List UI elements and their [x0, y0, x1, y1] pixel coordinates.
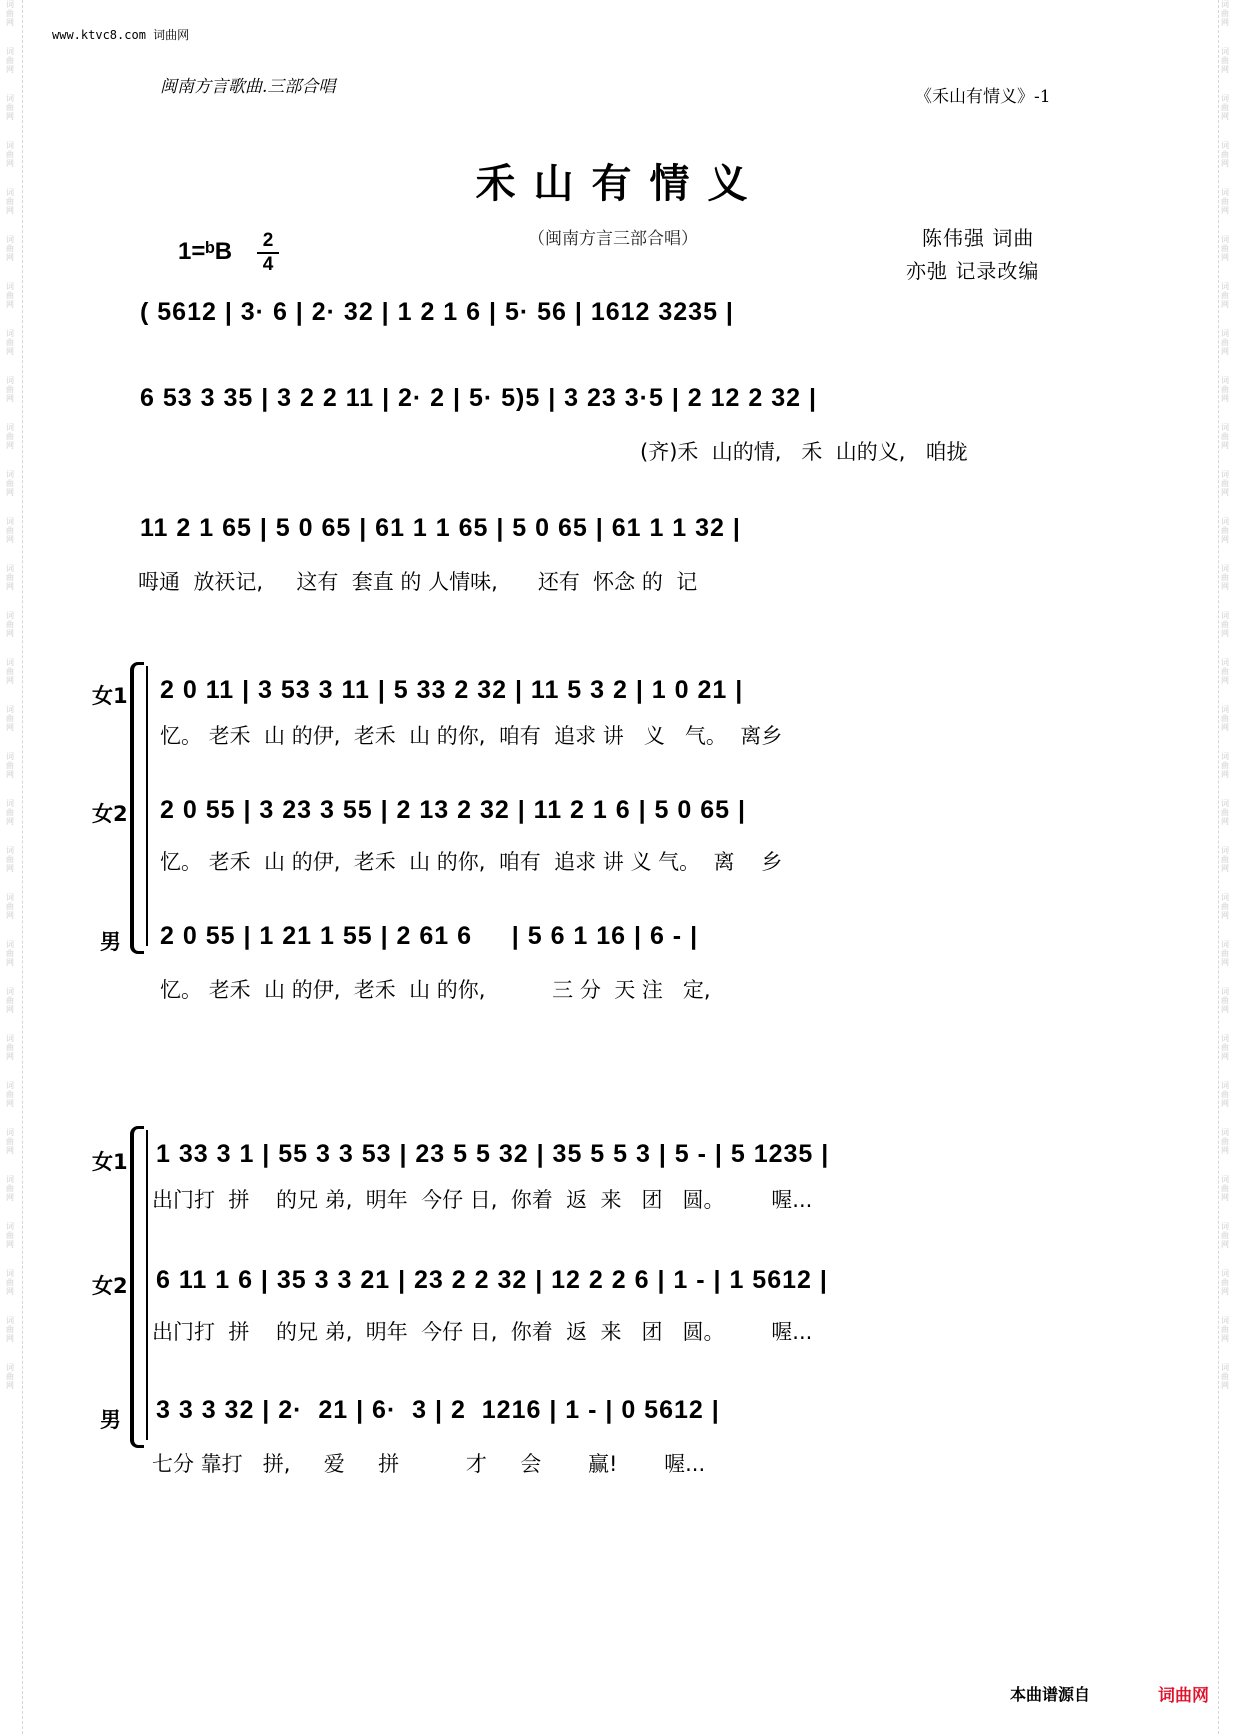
time-signature-denominator: 4: [262, 254, 274, 275]
male-lyrics: 七分 靠打 拼, 爱 拼 才 会 赢! 喔...: [152, 1452, 706, 1476]
side-watermark: 词曲网: [6, 470, 14, 497]
side-watermark: 词曲网: [1221, 329, 1229, 356]
side-watermark: 词曲网: [6, 1034, 14, 1061]
side-watermark: 词曲网: [6, 799, 14, 826]
key-signature: 1=ᵇB: [178, 238, 233, 265]
part-label-female1: 女1: [92, 1150, 128, 1174]
side-watermark: 词曲网: [6, 705, 14, 732]
side-watermark: 词曲网: [1221, 1222, 1229, 1249]
female2-lyrics: 出门打 拼 的兄 弟, 明年 今仔 日, 你着 返 来 团 圆。 喔...: [152, 1320, 813, 1344]
side-watermark: 词曲网: [1221, 1363, 1229, 1390]
side-watermark: 词曲网: [1221, 47, 1229, 74]
side-watermark: 词曲网: [1221, 1269, 1229, 1296]
side-watermark: 词曲网: [1221, 987, 1229, 1014]
side-watermark: 词曲网: [6, 564, 14, 591]
male-lyrics: 忆。 老禾 山 的伊, 老禾 山 的你, 三 分 天 注 定,: [160, 978, 711, 1002]
side-watermark: 词曲网: [1221, 1175, 1229, 1202]
dialect-note: （闽南方言三部合唱）: [528, 229, 698, 249]
side-watermark: 词曲网: [1221, 1128, 1229, 1155]
side-watermark: 词曲网: [1221, 940, 1229, 967]
arranger-credit: 亦弛 记录改编: [906, 259, 1040, 283]
side-watermark: 词曲网: [6, 517, 14, 544]
side-watermark: 词曲网: [1221, 658, 1229, 685]
side-watermark: 词曲网: [6, 1316, 14, 1343]
right-watermark-column: [1215, 0, 1235, 1734]
site-url[interactable]: www.ktvc8.com 词曲网: [52, 28, 190, 42]
side-watermark: 词曲网: [6, 1081, 14, 1108]
side-watermark: 词曲网: [1221, 470, 1229, 497]
female1-lyrics: 出门打 拼 的兄 弟, 明年 今仔 日, 你着 返 来 团 圆。 喔...: [152, 1188, 813, 1212]
time-signature-numerator: 2: [262, 230, 274, 251]
genre-subtitle: 闽南方言歌曲.三部合唱: [160, 77, 336, 97]
side-watermark: 词曲网: [6, 658, 14, 685]
female1-notes: 2 0 11 | 3 53 3 11 | 5 33 2 32 | 11 5 3 2 | 1 0 21 |: [160, 676, 744, 704]
system1-brace: [130, 662, 144, 954]
song-title: 禾山有情义: [475, 160, 766, 207]
side-watermark: 词曲网: [6, 47, 14, 74]
intro-row1-notes: ( 5612 | 3· 6 | 2· 32 | 1 2 1 6 | 5· 56 | 1612 3235 |: [140, 298, 734, 326]
female1-notes: 1 33 3 1 | 55 3 3 53 | 23 5 5 32 | 35 5 5 3 | 5 - | 5 1235 |: [156, 1140, 830, 1168]
side-watermark: 词曲网: [1221, 423, 1229, 450]
side-watermark: 词曲网: [1221, 846, 1229, 873]
female1-lyrics: 忆。 老禾 山 的伊, 老禾 山 的你, 咱有 追求 讲 义 气。 离乡: [160, 724, 783, 748]
intro-row3-notes: 11 2 1 65 | 5 0 65 | 61 1 1 65 | 5 0 65 | 61 1 1 32 |: [140, 514, 741, 542]
side-watermark: 词曲网: [1221, 1316, 1229, 1343]
left-border-line: [22, 0, 23, 1734]
side-watermark: 词曲网: [6, 1363, 14, 1390]
male-notes: 2 0 55 | 1 21 1 55 | 2 61 6 | 5 6 1 16 | 6 - |: [160, 922, 699, 950]
part-label-female2: 女2: [92, 802, 128, 826]
side-watermark: 词曲网: [1221, 893, 1229, 920]
side-watermark: 词曲网: [1221, 517, 1229, 544]
left-watermark-column: [0, 0, 20, 1734]
part-label-female2: 女2: [92, 1274, 128, 1298]
side-watermark: 词曲网: [6, 1222, 14, 1249]
side-watermark: 词曲网: [6, 611, 14, 638]
side-watermark: 词曲网: [6, 188, 14, 215]
system2-bracket: [146, 1130, 148, 1440]
side-watermark: 词曲网: [1221, 611, 1229, 638]
side-watermark: 词曲网: [1221, 0, 1229, 27]
source-label: 本曲谱源自: [1010, 1685, 1091, 1704]
side-watermark: 词曲网: [1221, 188, 1229, 215]
side-watermark: 词曲网: [6, 235, 14, 262]
side-watermark: 词曲网: [1221, 799, 1229, 826]
side-watermark: 词曲网: [1221, 1034, 1229, 1061]
time-signature: [257, 230, 279, 276]
intro-row2-notes: 6 53 3 35 | 3 2 2 11 | 2· 2 | 5· 5)5 | 3 23 3·5 | 2 12 2 32 |: [140, 384, 817, 412]
source-site-link[interactable]: 词曲网: [1158, 1686, 1209, 1706]
side-watermark: 词曲网: [6, 141, 14, 168]
side-watermark: 词曲网: [6, 846, 14, 873]
part-label-female1: 女1: [92, 684, 128, 708]
system1-bracket: [146, 666, 148, 946]
female2-notes: 6 11 1 6 | 35 3 3 21 | 23 2 2 32 | 12 2 2 6 | 1 - | 1 5612 |: [156, 1266, 828, 1294]
side-watermark: 词曲网: [6, 423, 14, 450]
side-watermark: 词曲网: [1221, 705, 1229, 732]
side-watermark: 词曲网: [6, 1269, 14, 1296]
side-watermark: 词曲网: [6, 1175, 14, 1202]
intro-row3-lyrics: 呣通 放祆记, 这有 套直 的 人情味, 还有 怀念 的 记: [138, 570, 698, 594]
side-watermark: 词曲网: [1221, 564, 1229, 591]
side-watermark: 词曲网: [1221, 376, 1229, 403]
side-watermark: 词曲网: [1221, 282, 1229, 309]
intro-row2-lyrics: (齐)禾 山的情, 禾 山的义, 咱拢: [640, 440, 968, 464]
side-watermark: 词曲网: [1221, 235, 1229, 262]
side-watermark: 词曲网: [6, 376, 14, 403]
side-watermark: 词曲网: [6, 893, 14, 920]
side-watermark: 词曲网: [1221, 752, 1229, 779]
side-watermark: 词曲网: [6, 940, 14, 967]
side-watermark: 词曲网: [6, 987, 14, 1014]
side-watermark: 词曲网: [1221, 1081, 1229, 1108]
female2-lyrics: 忆。 老禾 山 的伊, 老禾 山 的你, 咱有 追求 讲 义 气。 离 乡: [160, 850, 783, 874]
part-label-male: 男: [100, 930, 121, 954]
side-watermark: 词曲网: [1221, 141, 1229, 168]
male-notes: 3 3 3 32 | 2· 21 | 6· 3 | 2 1216 | 1 - | 0 5612 |: [156, 1396, 720, 1424]
page-reference: 《禾山有情义》-1: [915, 87, 1051, 107]
composer-credit: 陈伟强 词曲: [922, 226, 1035, 250]
side-watermark: 词曲网: [6, 752, 14, 779]
side-watermark: 词曲网: [6, 0, 14, 27]
side-watermark: 词曲网: [6, 94, 14, 121]
side-watermark: 词曲网: [1221, 94, 1229, 121]
system2-brace: [130, 1126, 144, 1448]
female2-notes: 2 0 55 | 3 23 3 55 | 2 13 2 32 | 11 2 1 6 | 5 0 65 |: [160, 796, 746, 824]
part-label-male: 男: [100, 1408, 121, 1432]
side-watermark: 词曲网: [6, 282, 14, 309]
side-watermark: 词曲网: [6, 329, 14, 356]
side-watermark: 词曲网: [6, 1128, 14, 1155]
